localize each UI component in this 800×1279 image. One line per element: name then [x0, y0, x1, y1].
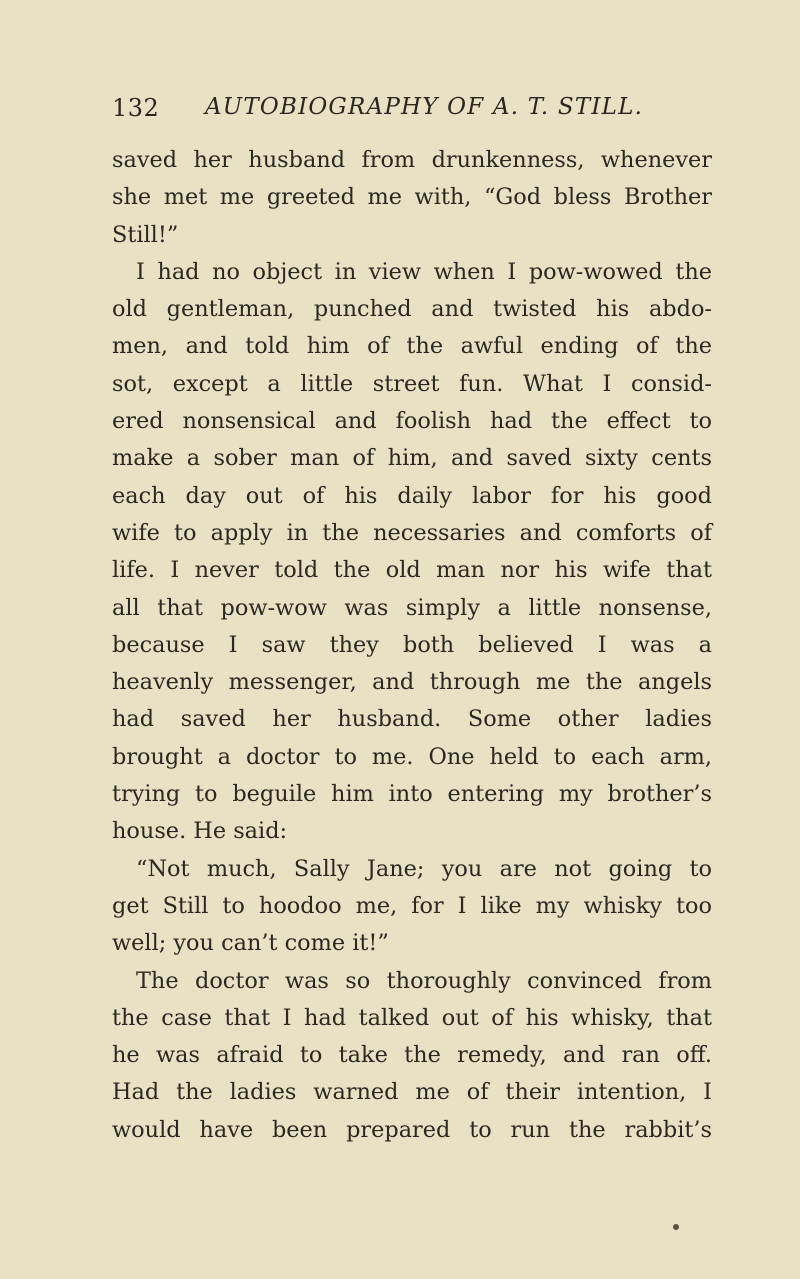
text-line: get Still to hoodoo me, for I like my whisky too	[112, 892, 712, 919]
text-line: Had the ladies warned me of their intention, I	[112, 1079, 712, 1106]
text-line: saved her husband from drunkenness, whenever	[112, 147, 712, 173]
text-line: Still!”	[112, 221, 179, 248]
text-line: trying to beguile him into entering my brother’s	[112, 781, 712, 808]
page-number: 132	[112, 94, 160, 122]
text-line: wife to apply in the necessaries and comforts of	[112, 519, 712, 546]
page-header	[112, 94, 732, 128]
text-line: I had no object in view when I pow-wowed the	[136, 258, 712, 285]
text-line: she met me greeted me with, “God bless Brother	[112, 184, 712, 211]
text-line: old gentleman, punched and twisted his abdo-	[112, 296, 712, 323]
text-line: house. He said:	[112, 818, 288, 845]
text-line: heavenly messenger, and through me the angels	[112, 669, 712, 696]
text-line: had saved her husband. Some other ladies	[112, 706, 712, 733]
running-head: AUTOBIOGRAPHY OF A. T. STILL.	[205, 94, 644, 120]
text-line: sot, except a little street fun. What I consid-	[112, 370, 712, 397]
text-line: well; you can’t come it!”	[112, 930, 389, 957]
ink-speck	[673, 1224, 679, 1230]
text-line: “Not much, Sally Jane; you are not going to	[136, 855, 712, 882]
text-line: make a sober man of him, and saved sixty cents	[112, 445, 712, 472]
text-line: ered nonsensical and foolish had the effect to	[112, 408, 712, 435]
text-line: men, and told him of the awful ending of the	[112, 333, 712, 360]
text-line: all that pow-wow was simply a little nonsense,	[112, 594, 712, 621]
text-line: the case that I had talked out of his whisky, that	[112, 1004, 712, 1031]
text-line: because I saw they both believed I was a	[112, 631, 712, 658]
text-line: life. I never told the old man nor his wife that	[112, 557, 712, 584]
text-line: would have been prepared to run the rabbit’s	[112, 1116, 712, 1143]
text-line: brought a doctor to me. One held to each arm,	[112, 743, 712, 770]
text-line: he was afraid to take the remedy, and ran off.	[112, 1042, 712, 1069]
text-line: each day out of his daily labor for his good	[112, 482, 712, 509]
text-line: The doctor was so thoroughly convinced from	[136, 967, 712, 994]
body-text	[112, 142, 712, 1149]
